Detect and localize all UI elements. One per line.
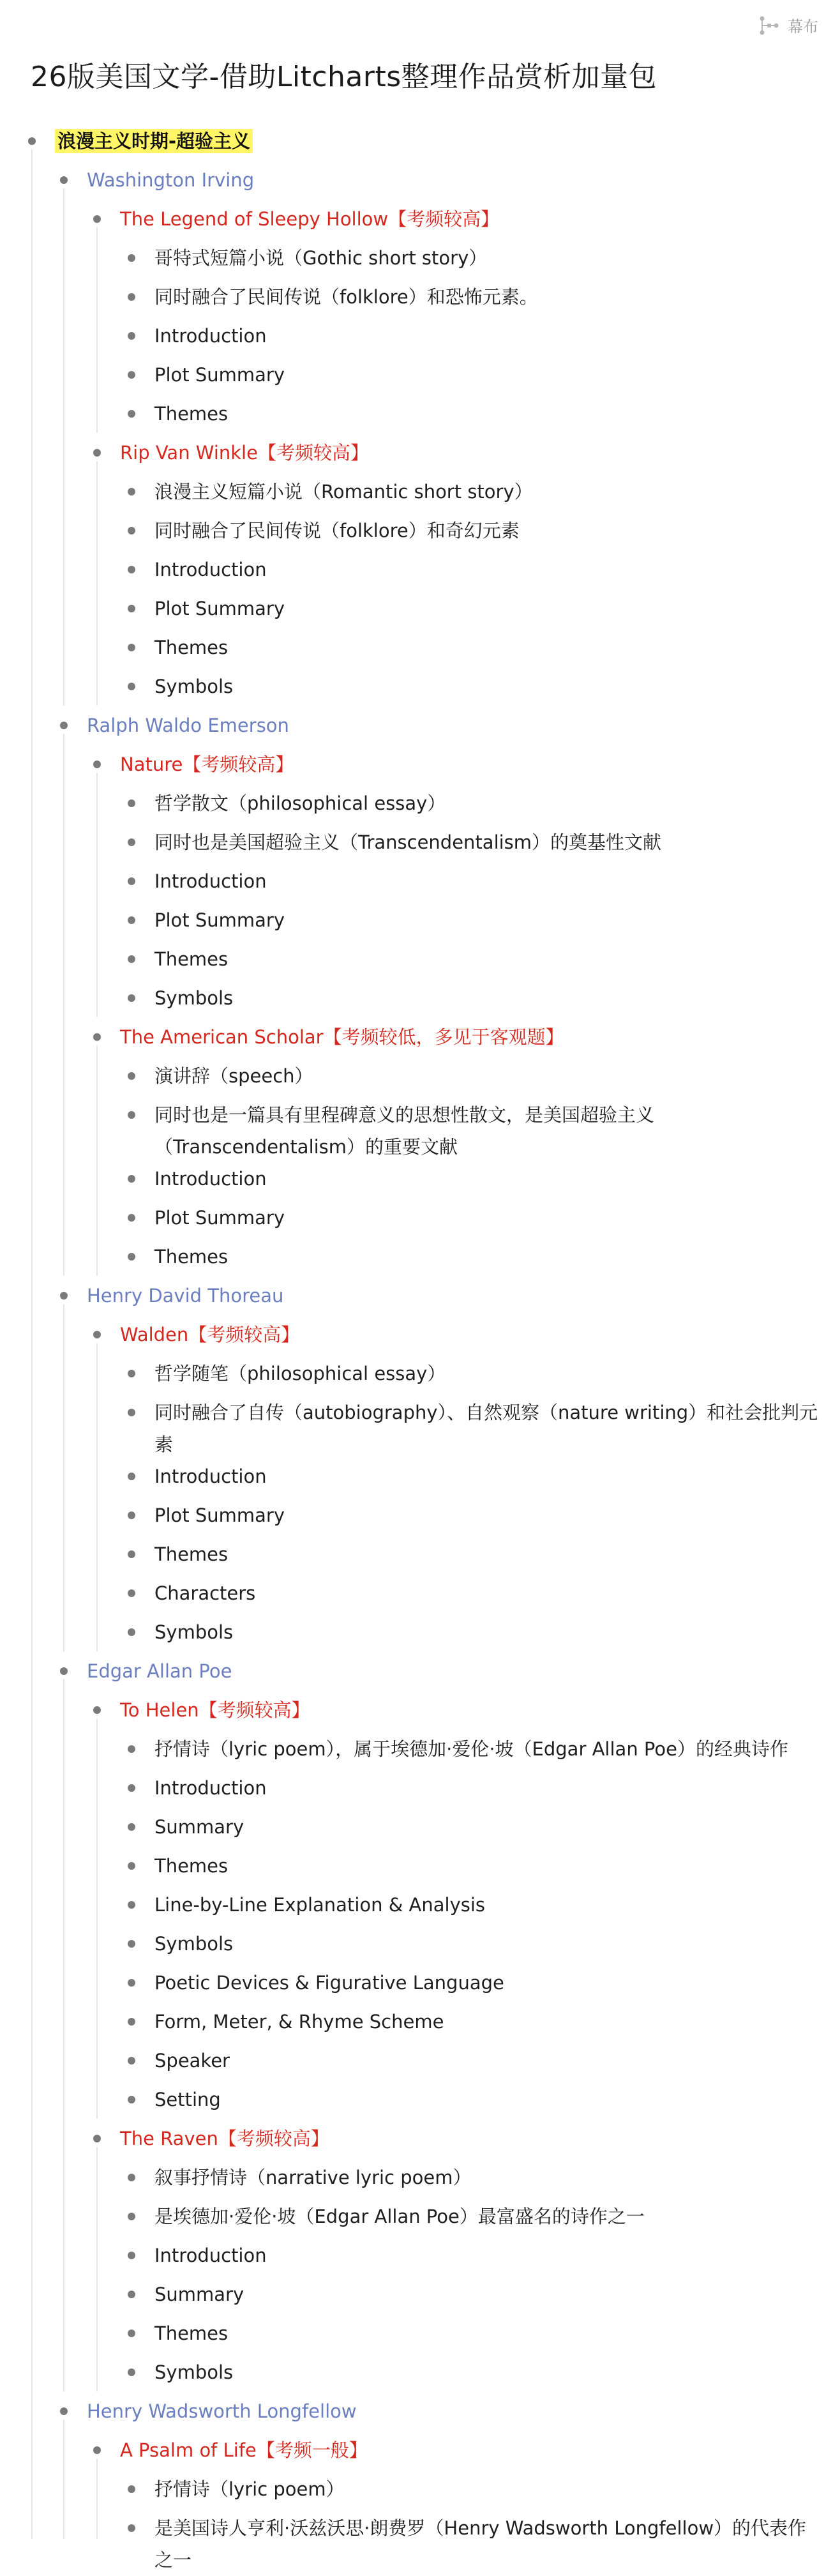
detail-item[interactable]: [154, 2201, 645, 2232]
detail-item-text: Summary: [154, 1816, 244, 1838]
detail-item[interactable]: [154, 2356, 233, 2388]
detail-item-text: Form, Meter, & Rhyme Scheme: [154, 2011, 444, 2033]
detail-item-text: 同时融合了民间传说（folklore）和恐怖元素。: [154, 286, 538, 308]
bullet-dot[interactable]: [128, 2291, 135, 2298]
bullet-dot[interactable]: [128, 254, 135, 262]
work-item[interactable]: [120, 203, 499, 235]
detail-item[interactable]: [154, 2512, 825, 2576]
indent-guide: [31, 149, 33, 2539]
detail-item-text: 演讲辞（speech）: [154, 1065, 313, 1087]
bullet-dot[interactable]: [60, 1292, 68, 1299]
detail-item[interactable]: [154, 632, 228, 663]
detail-item[interactable]: [154, 1241, 228, 1273]
bullet-dot[interactable]: [60, 2407, 68, 2415]
detail-item[interactable]: [154, 1099, 825, 1163]
bullet-dot[interactable]: [28, 137, 36, 145]
detail-item[interactable]: [154, 1811, 244, 1843]
bullet-dot[interactable]: [128, 2524, 135, 2532]
section-heading-text: 浪漫主义时期-超验主义: [55, 129, 253, 153]
detail-item[interactable]: [154, 1060, 313, 1092]
work-item-text: Rip Van Winkle【考频较高】: [120, 442, 369, 464]
work-item[interactable]: [120, 748, 294, 780]
bullet-dot[interactable]: [128, 1253, 135, 1261]
detail-item[interactable]: [154, 2317, 228, 2349]
document-title: 26版美国文学-借助Litcharts整理作品赏析加量包: [31, 61, 657, 93]
bullet-dot[interactable]: [128, 683, 135, 690]
bullet-dot[interactable]: [93, 2446, 101, 2454]
detail-item-text: Plot Summary: [154, 598, 285, 619]
detail-item-text: Themes: [154, 403, 229, 425]
bullet-dot[interactable]: [128, 2096, 135, 2103]
bullet-dot[interactable]: [128, 2330, 135, 2337]
detail-item-text: Introduction: [154, 1777, 267, 1799]
indent-guide: [96, 2459, 98, 2539]
detail-item-text: Symbols: [154, 1621, 234, 1643]
detail-item-text: Poetic Devices & Figurative Language: [154, 1972, 504, 1994]
detail-item-text: Symbols: [154, 676, 234, 697]
bullet-dot[interactable]: [128, 1512, 135, 1519]
bullet-dot[interactable]: [128, 1901, 135, 1909]
bullet-dot[interactable]: [128, 1072, 135, 1080]
detail-item-text: 哲学随笔（philosophical essay）: [154, 1363, 446, 1384]
detail-item[interactable]: [154, 1733, 788, 1765]
detail-item-text: Themes: [154, 1246, 229, 1268]
bullet-dot[interactable]: [128, 2174, 135, 2181]
bullet-dot[interactable]: [93, 1033, 101, 1041]
detail-item-text: 哥特式短篇小说（Gothic short story）: [154, 247, 488, 269]
detail-item[interactable]: [154, 865, 267, 897]
work-item-text: To Helen【考频较高】: [120, 1699, 310, 1721]
bullet-dot[interactable]: [128, 1370, 135, 1377]
bullet-dot[interactable]: [128, 1214, 135, 1222]
bullet-dot[interactable]: [128, 877, 135, 885]
work-item[interactable]: [120, 2434, 368, 2466]
detail-item[interactable]: [154, 2278, 244, 2310]
work-item-text: A Psalm of Life【考频一般】: [120, 2439, 368, 2461]
bullet-dot[interactable]: [128, 1175, 135, 1183]
detail-item[interactable]: [154, 593, 285, 625]
detail-item[interactable]: [154, 1460, 267, 1492]
detail-item-text: 浪漫主义短篇小说（Romantic short story）: [154, 481, 533, 503]
detail-item[interactable]: [154, 476, 533, 508]
bullet-dot[interactable]: [128, 2057, 135, 2065]
author-item-text: Edgar Allan Poe: [87, 1660, 232, 1682]
detail-item[interactable]: [154, 1202, 285, 1234]
bullet-dot[interactable]: [128, 916, 135, 924]
bullet-dot[interactable]: [93, 215, 101, 223]
bullet-dot[interactable]: [60, 176, 68, 184]
detail-item[interactable]: [154, 1616, 233, 1648]
detail-item-text: Introduction: [154, 559, 267, 580]
bullet-dot[interactable]: [128, 1473, 135, 1480]
detail-item-text: Speaker: [154, 2050, 230, 2072]
work-item-text: The American Scholar【考频较低，多见于客观题】: [120, 1026, 564, 1048]
detail-item[interactable]: [154, 1772, 267, 1804]
detail-item[interactable]: [154, 2162, 472, 2193]
detail-item-text: Symbols: [154, 987, 234, 1009]
author-item-text: Washington Irving: [87, 169, 255, 191]
work-item[interactable]: [120, 1319, 299, 1351]
bullet-dot[interactable]: [128, 1979, 135, 1987]
indent-guide: [63, 2420, 64, 2539]
author-item[interactable]: [87, 1280, 283, 1312]
detail-item-text: 是美国诗人亨利·沃兹沃思·朗费罗（Henry Wadsworth Longfellow）的代表作之一: [154, 2517, 807, 2571]
bullet-dot[interactable]: [128, 1550, 135, 1558]
bullet-dot[interactable]: [128, 293, 135, 301]
bullet-dot[interactable]: [128, 1784, 135, 1792]
detail-item[interactable]: [154, 2239, 267, 2271]
author-item-text: Henry David Thoreau: [87, 1285, 284, 1307]
indent-guide: [63, 188, 64, 706]
detail-item-text: Introduction: [154, 1168, 267, 1190]
bullet-dot[interactable]: [128, 410, 135, 418]
detail-item-text: Themes: [154, 1855, 229, 1877]
indent-guide: [63, 734, 64, 1276]
detail-item[interactable]: [154, 1889, 485, 1921]
detail-item[interactable]: [154, 1967, 504, 1999]
bullet-dot[interactable]: [93, 1706, 101, 1714]
bullet-dot[interactable]: [128, 838, 135, 846]
bullet-dot[interactable]: [128, 488, 135, 496]
indent-guide: [63, 1679, 64, 2391]
work-item-text: Walden【考频较高】: [120, 1324, 300, 1345]
work-item-text: Nature【考频较高】: [120, 754, 294, 775]
bullet-dot[interactable]: [128, 1862, 135, 1870]
detail-item[interactable]: [154, 1397, 825, 1460]
work-item[interactable]: [120, 2123, 329, 2155]
detail-item[interactable]: [154, 2084, 221, 2116]
bullet-dot[interactable]: [128, 1940, 135, 1948]
bullet-dot[interactable]: [128, 2213, 135, 2220]
detail-item[interactable]: [154, 787, 446, 819]
detail-item-text: 哲学散文（philosophical essay）: [154, 792, 446, 814]
bullet-dot[interactable]: [93, 1331, 101, 1338]
bullet-dot[interactable]: [128, 1745, 135, 1753]
detail-item[interactable]: [154, 2473, 345, 2505]
bullet-dot[interactable]: [128, 799, 135, 807]
bullet-dot[interactable]: [128, 2018, 135, 2026]
author-item-text: Ralph Waldo Emerson: [87, 715, 289, 736]
bullet-dot[interactable]: [128, 1823, 135, 1831]
detail-item[interactable]: [154, 671, 233, 702]
bullet-dot[interactable]: [128, 605, 135, 612]
brand-label[interactable]: 幕布: [788, 18, 818, 36]
bullet-dot[interactable]: [128, 2368, 135, 2376]
bullet-dot[interactable]: [128, 332, 135, 340]
bullet-dot[interactable]: [128, 527, 135, 534]
detail-item-text: Line-by-Line Explanation & Analysis: [154, 1894, 486, 1916]
detail-item[interactable]: [154, 515, 520, 547]
bullet-dot[interactable]: [60, 1667, 68, 1675]
bullet-dot[interactable]: [128, 955, 135, 963]
detail-item-text: 同时也是美国超验主义（Transcendentalism）的奠基性文献: [154, 831, 662, 853]
detail-item-text: Introduction: [154, 870, 267, 892]
detail-item[interactable]: [154, 1850, 228, 1882]
detail-item[interactable]: [154, 1577, 255, 1609]
author-item[interactable]: [87, 164, 254, 196]
detail-item-text: 抒情诗（lyric poem），属于埃德加·爱伦·坡（Edgar Allan Poe）的经典诗作: [154, 1738, 788, 1760]
bullet-dot[interactable]: [128, 2252, 135, 2259]
author-item[interactable]: [87, 1655, 232, 1687]
bullet-dot[interactable]: [128, 371, 135, 379]
detail-item-text: Symbols: [154, 2361, 234, 2383]
detail-item-text: Introduction: [154, 1466, 267, 1487]
bullet-dot[interactable]: [60, 722, 68, 729]
indent-guide: [96, 1045, 98, 1276]
section-heading[interactable]: [55, 125, 253, 157]
bullet-dot[interactable]: [128, 644, 135, 651]
detail-item[interactable]: [154, 943, 228, 975]
author-item-text: Henry Wadsworth Longfellow: [87, 2400, 357, 2422]
detail-item[interactable]: [154, 1499, 285, 1531]
detail-item-text: Introduction: [154, 2245, 267, 2266]
detail-item-text: Themes: [154, 948, 229, 970]
detail-item-text: 是埃德加·爱伦·坡（Edgar Allan Poe）最富盛名的诗作之一: [154, 2206, 645, 2227]
detail-item-text: Themes: [154, 1543, 229, 1565]
detail-item[interactable]: [154, 1538, 228, 1570]
detail-item-text: Plot Summary: [154, 1504, 285, 1526]
work-item-text: The Raven【考频较高】: [120, 2128, 329, 2149]
detail-item[interactable]: [154, 904, 285, 936]
indent-guide: [96, 773, 98, 1017]
bullet-dot[interactable]: [128, 1589, 135, 1597]
detail-item[interactable]: [154, 1358, 446, 1390]
bullet-dot[interactable]: [128, 994, 135, 1002]
detail-item[interactable]: [154, 2006, 444, 2038]
indent-guide: [96, 461, 98, 706]
detail-item[interactable]: [154, 320, 267, 352]
detail-item[interactable]: [154, 359, 285, 391]
detail-item[interactable]: [154, 2045, 230, 2077]
bullet-dot[interactable]: [128, 1628, 135, 1636]
indent-guide: [96, 1343, 98, 1651]
detail-item[interactable]: [154, 398, 228, 430]
work-item[interactable]: [120, 1021, 564, 1053]
detail-item-text: 叙事抒情诗（narrative lyric poem）: [154, 2167, 472, 2188]
indent-guide: [96, 227, 98, 433]
author-item[interactable]: [87, 709, 289, 741]
bullet-dot[interactable]: [128, 2485, 135, 2493]
detail-item[interactable]: [154, 1928, 233, 1960]
indent-guide: [63, 1304, 64, 1651]
detail-item-text: Characters: [154, 1582, 256, 1604]
detail-item-text: Symbols: [154, 1933, 234, 1955]
detail-item-text: Plot Summary: [154, 1207, 285, 1229]
work-item-text: The Legend of Sleepy Hollow【考频较高】: [120, 208, 500, 230]
detail-item-text: Introduction: [154, 325, 267, 347]
detail-item-text: 同时也是一篇具有里程碑意义的思想性散文，是美国超验主义（Transcendentalism）的重要文献: [154, 1104, 655, 1158]
detail-item-text: Themes: [154, 2322, 229, 2344]
bullet-dot[interactable]: [93, 2135, 101, 2142]
detail-item-text: Plot Summary: [154, 909, 285, 931]
detail-item-text: 同时融合了自传（autobiography）、自然观察（nature writing）和社会批判元素: [154, 1402, 818, 1455]
bullet-dot[interactable]: [128, 1409, 135, 1416]
bullet-dot[interactable]: [128, 566, 135, 573]
indent-guide: [96, 2147, 98, 2391]
detail-item-text: 抒情诗（lyric poem）: [154, 2478, 345, 2500]
detail-item-text: Themes: [154, 637, 229, 658]
detail-item[interactable]: [154, 982, 233, 1014]
bullet-dot[interactable]: [128, 1111, 135, 1119]
detail-item[interactable]: [154, 554, 267, 586]
detail-item[interactable]: [154, 281, 538, 313]
work-item[interactable]: [120, 1694, 310, 1726]
detail-item[interactable]: [154, 1163, 267, 1195]
detail-item[interactable]: [154, 826, 661, 858]
detail-item[interactable]: [154, 242, 487, 274]
indent-guide: [96, 1718, 98, 2119]
bullet-dot[interactable]: [93, 761, 101, 768]
detail-item-text: Summary: [154, 2284, 244, 2305]
work-item[interactable]: [120, 437, 369, 469]
detail-item-text: Plot Summary: [154, 364, 285, 386]
bullet-dot[interactable]: [93, 449, 101, 457]
detail-item-text: Setting: [154, 2089, 221, 2110]
detail-item-text: 同时融合了民间传说（folklore）和奇幻元素: [154, 520, 520, 542]
author-item[interactable]: [87, 2395, 357, 2427]
